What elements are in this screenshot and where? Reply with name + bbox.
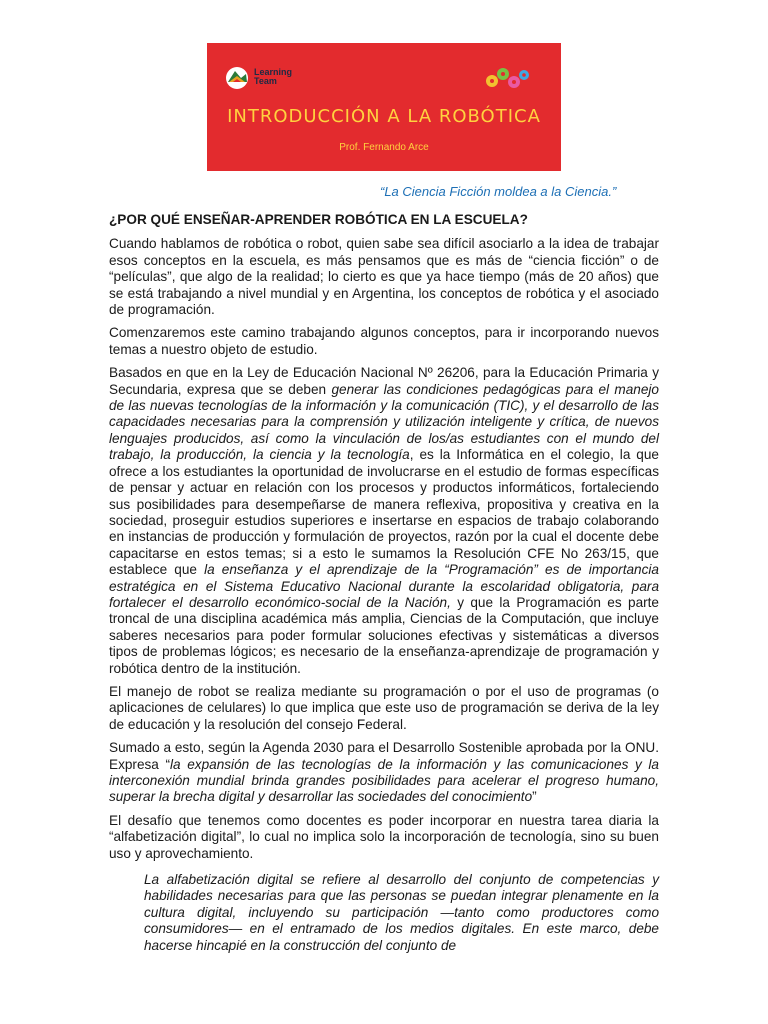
paragraph-4: El manejo de robot se realiza mediante su programación o por el uso de programas (o aplicaciones de celulares) lo que implica que este uso de programación se deriva de la ley de educación y la resolución del consejo Federal. [109, 683, 659, 732]
paragraph-1: Cuando hablamos de robótica o robot, quien sabe sea difícil asociarlo a la idea de trabajar esos conceptos en la escuela, es más pensamos que es más de “ciencia ficción” o de “películas”, que algo de la realidad; lo cierto es que ya hace tiempo (más de 20 años) que se está trabajando a nivel mundial y en Argentina, los conceptos de robótica y el asociado de programación. [109, 236, 659, 318]
document-body [109, 212, 659, 954]
paragraph-6: El desafío que tenemos como docentes es poder incorporar en nuestra tarea diaria la “alfabetización digital”, lo cual no implica solo la incorporación de tecnología, sino su buen uso y aprovechamiento. [109, 812, 659, 861]
section-heading: ¿POR QUÉ ENSEÑAR-APRENDER ROBÓTICA EN LA ESCUELA? [109, 212, 528, 227]
gears-icon [485, 66, 531, 90]
logo-text: Learning Team [254, 67, 293, 86]
paragraph-5: Sumado a esto, según la Agenda 2030 para el Desarrollo Sostenible aprobada por la ONU. Expresa “la expansión de las tecnologías de la información y las comunicaciones y la interconexión mundial brinda grandes posibilidades para acelerar el progreso humano, superar la brecha digital y desarrollar las sociedades del conocimiento” [109, 740, 659, 805]
block-quote: La alfabetización digital se refiere al desarrollo del conjunto de competencias y habilidades necesarias para que las personas se puedan integrar plenamente en la cultura digital, incluyendo su participación —tanto como productores como consumidores— en el entramado de los medios digitales. En este marco, debe hacerse hincapié en la construcción del conjunto de [144, 872, 659, 953]
epigraph-quote: “La Ciencia Ficción moldea a la Ciencia.” [380, 184, 617, 199]
paragraph-2: Comenzaremos este camino trabajando algunos conceptos, para ir incorporando nuevos temas a nuestro objeto de estudio. [109, 325, 659, 357]
banner-title: INTRODUCCIÓN A LA ROBÓTICA [227, 106, 541, 127]
header-banner [207, 43, 561, 171]
banner-author: Prof. Fernando Arce [339, 142, 429, 153]
paragraph-3: Basados en que en la Ley de Educación Nacional Nº 26206, para la Educación Primaria y Secundaria, expresa que se deben generar las condiciones pedagógicas para el manejo de las nuevas tecnologías de la información y la comunicación (TIC), y el desarrollo de las capacidades necesarias para la comprensión y utilización inteligente y crítica, de nuevos lenguajes producidos, así como la vinculación de los/as estudiantes con el mundo del trabajo, la producción, la ciencia y la tecnología, es la Informática en el colegio, la que ofrece a los estudiantes la oportunidad de involucrarse en el estudio de formas específicas de pensar y actuar en relación con los procesos y productos informáticos, fortaleciendo sus posibilidades para desempeñarse de manera reflexiva, propositiva y creativa en la sociedad, proseguir estudios superiores e insertarse en espacios de trabajo colaborando en instancias de producción y formulación de proyectos, razón por la cual el docente debe capacitarse en estos temas; si a esto le sumamos la Resolución CFE No 263/15, que establece que la enseñanza y el aprendizaje de la “Programación” es de importancia estratégica en el Sistema Educativo Nacional durante la escolaridad obligatoria, para fortalecer el desarrollo económico-social de la Nación, y que la Programación es parte troncal de una disciplina académica más amplia, Ciencias de la Computación, que incluye saberes necesarios para poder formular soluciones efectivas y sistemáticas a diversos tipos de problemas lógicos; es necesario de la enseñanza-aprendizaje de programación y robótica dentro de la institución. [109, 365, 659, 676]
